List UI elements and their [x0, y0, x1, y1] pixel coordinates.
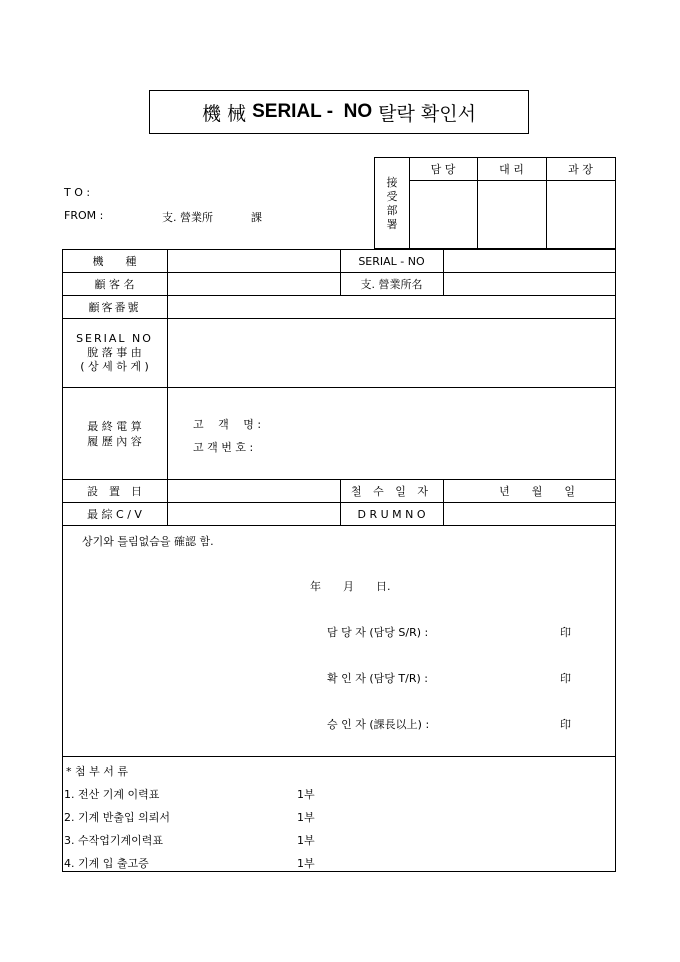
- attachments-heading: * 첨 부 서 류: [66, 765, 128, 778]
- approval-col-manager: 과 장: [568, 163, 593, 176]
- customer-name-label: 顧 客 名: [94, 278, 135, 291]
- attachment-qty-4: 1부: [297, 857, 315, 870]
- history-customer-no: 고 객 번 호 :: [193, 441, 254, 454]
- attachment-item-4: 4. 기계 입 출고증: [64, 857, 149, 870]
- history-line-2: 履 歷 內 容: [87, 434, 142, 448]
- attachment-qty-1: 1부: [297, 788, 315, 801]
- approval-group-label: 接 受 部 署: [386, 176, 398, 231]
- branch-name-label: 支. 營業所名: [360, 278, 423, 291]
- attachment-item-3: 3. 수작업기계이력표: [64, 834, 163, 847]
- approval-col-deputy: 대 리: [499, 163, 524, 176]
- attachment-qty-2: 1부: [297, 811, 315, 824]
- sign-row-checker-label: 확 인 자 (담당 T/R) :: [327, 672, 428, 685]
- customer-no-label: 顧客番號: [88, 301, 141, 314]
- history-line-1: 最 終 電 算: [87, 419, 142, 433]
- model-label: 機 種: [92, 255, 137, 268]
- confirm-statement: 상기와 틀림없슴을 確認 함.: [82, 535, 214, 548]
- approval-col-staff: 담 당: [430, 163, 456, 176]
- withdraw-date-format: 년 월 일: [499, 485, 575, 498]
- attachment-item-2: 2. 기계 반출입 의뢰서: [64, 811, 170, 824]
- title-suffix: 탈락 확인서: [372, 102, 476, 125]
- reason-line-1: SERIAL NO: [76, 332, 153, 345]
- title-bold: SERIAL - NO: [252, 101, 373, 122]
- history-label: [62, 388, 167, 479]
- reason-label: [62, 319, 167, 387]
- history-customer-name: 고 객 명 :: [193, 418, 262, 431]
- confirm-date-line: 年 月 日.: [310, 580, 391, 593]
- from-branch: 支. 營業所: [162, 211, 213, 224]
- reason-line-3: ( 상 세 하 게 ): [80, 360, 149, 373]
- sign-row-staff-label: 담 당 자 (담당 S/R) :: [327, 626, 429, 639]
- attachment-qty-3: 1부: [297, 834, 315, 847]
- to-label: T O :: [64, 186, 91, 199]
- sign-row-approver-label: 승 인 자 (課長以上) :: [327, 718, 430, 731]
- drum-no-label: D R U M N O: [357, 507, 426, 521]
- from-dept: 課: [251, 211, 262, 224]
- title-prefix: 機 械: [202, 102, 253, 125]
- install-date-label: 設 置 日: [87, 485, 142, 498]
- final-cv-label: 最 綜 C / V: [87, 508, 142, 521]
- from-label: FROM :: [64, 209, 104, 222]
- document-title: [149, 90, 529, 134]
- withdraw-date-label: 철 수 일 자: [351, 485, 432, 498]
- sign-row-approver-seal: 印: [560, 718, 571, 731]
- serial-no-label: SERIAL - NO: [358, 254, 425, 268]
- sign-row-staff-seal: 印: [560, 626, 571, 639]
- attachment-item-1: 1. 전산 기계 이력표: [64, 788, 160, 801]
- sign-row-checker-seal: 印: [560, 672, 571, 685]
- reason-line-2: 脫 落 事 由: [87, 346, 142, 359]
